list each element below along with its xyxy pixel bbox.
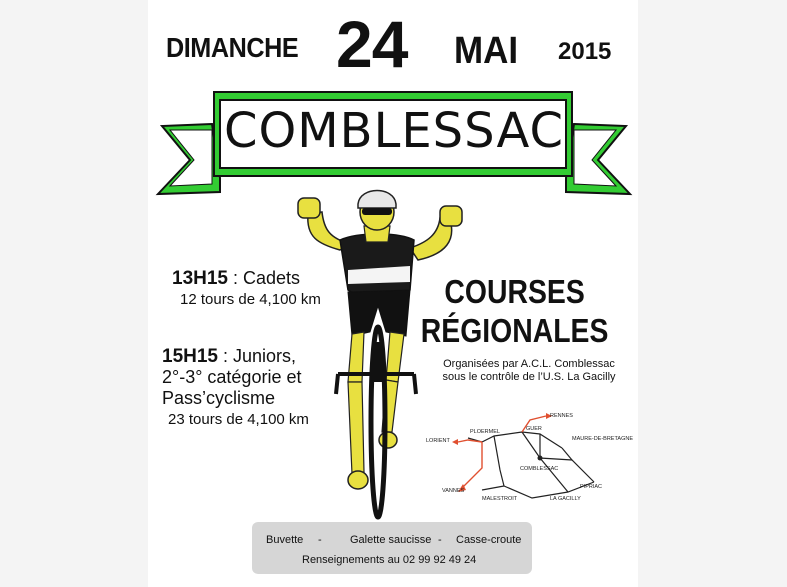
organizer-text bbox=[434, 358, 624, 384]
date-heading bbox=[148, 7, 638, 81]
race-time: 13H15 bbox=[172, 268, 228, 289]
race-name-line: Pass’cyclisme bbox=[162, 388, 276, 408]
footer-contact: Renseignements au 02 99 92 49 24 bbox=[302, 554, 477, 566]
map-place: RENNES bbox=[550, 413, 573, 419]
race-name: Cadets bbox=[243, 268, 301, 288]
map-place: MALESTROIT bbox=[482, 496, 518, 502]
title-line: RÉGIONALES bbox=[420, 312, 609, 349]
race-time: 15H15 bbox=[162, 346, 218, 367]
organizer-line: Organisées par A.C.L. Comblessac bbox=[443, 358, 615, 370]
race-detail: 23 tours de 4,100 km bbox=[168, 411, 309, 428]
race-name-line: 2°-3° catégorie et bbox=[162, 367, 302, 387]
map-place: PIPRIAC bbox=[580, 484, 603, 490]
month-label: MAI bbox=[454, 30, 519, 72]
footer-casse-croute: Casse-croute bbox=[456, 534, 522, 546]
info-footer bbox=[252, 522, 532, 574]
map-place: LORIENT bbox=[426, 438, 450, 444]
footer-buvette: Buvette bbox=[266, 534, 304, 546]
organizer-line: sous le contrôle de l’U.S. La Gacilly bbox=[442, 371, 616, 383]
race-juniors: 15H15 : Juniors, 2°-3° catégorie et Pass’cyclisme 23 tours de 4,100 km bbox=[162, 346, 309, 428]
town-name: COMBLESSAC bbox=[223, 103, 565, 159]
year-label: 2015 bbox=[558, 38, 612, 65]
map-place: VANNES bbox=[442, 488, 465, 494]
event-title bbox=[420, 272, 609, 350]
map-place: LA GACILLY bbox=[550, 496, 581, 502]
race-detail: 12 tours de 4,100 km bbox=[180, 291, 321, 308]
date-number: 24 bbox=[336, 7, 408, 81]
event-poster bbox=[148, 0, 638, 587]
footer-separator: - bbox=[438, 534, 442, 546]
race-name-line: Juniors, bbox=[233, 346, 297, 366]
map-place: COMBLESSAC bbox=[520, 466, 559, 472]
map-place: GUER bbox=[526, 426, 542, 432]
map-place: PLOERMEL bbox=[470, 429, 500, 435]
route-map bbox=[422, 408, 634, 508]
map-place: MAURE-DE-BRETAGNE bbox=[572, 436, 634, 442]
day-label: DIMANCHE bbox=[166, 32, 299, 63]
footer-galette: Galette saucisse bbox=[350, 534, 432, 546]
footer-separator: - bbox=[318, 534, 322, 546]
race-cadets: 13H15 : Cadets 12 tours de 4,100 km bbox=[172, 268, 321, 308]
title-line: COURSES bbox=[444, 273, 585, 310]
